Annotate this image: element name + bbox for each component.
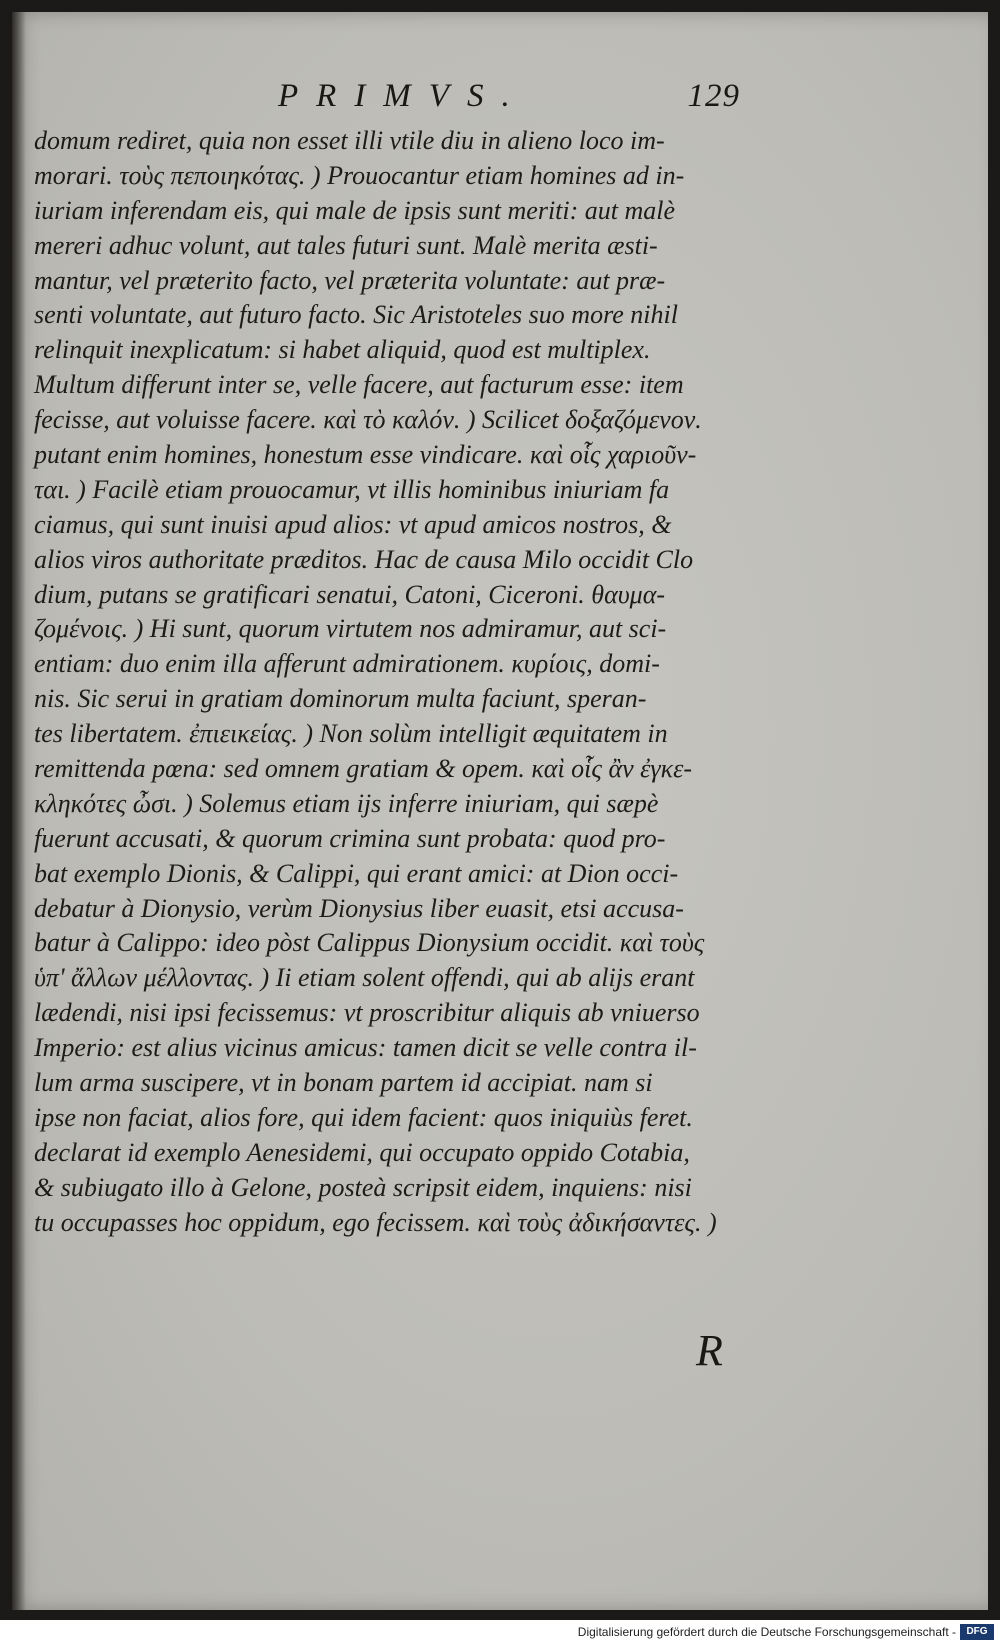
text-line: κληκότες ὦσι. ) Solemus etiam ijs inferre iniuriam, qui sæpè xyxy=(34,788,659,818)
dfg-logo-icon: DFG xyxy=(960,1624,994,1640)
text-line: alios viros authoritate præditos. Hac de causa Milo occidit Clo xyxy=(34,544,694,574)
text-line: debatur à Dionysio, verùm Dionysius liber euasit, etsi accusa- xyxy=(34,893,684,923)
text-line: iuriam inferendam eis, qui male de ipsis sunt meriti: aut malè xyxy=(34,195,676,225)
text-line: domum rediret, quia non esset illi vtile diu in alieno loco im- xyxy=(34,126,665,155)
running-title: PRIMVS. xyxy=(278,78,528,114)
text-line: senti voluntate, aut futuro facto. Sic Aristoteles suo more nihil xyxy=(34,300,678,330)
page-header xyxy=(270,78,740,128)
text-line: ζομένοις. ) Hi sunt, quorum virtutem nos admiramur, aut sci- xyxy=(34,614,667,644)
text-line: relinquit inexplicatum: si habet aliquid, quod est multiplex. xyxy=(34,335,651,365)
text-line: declarat id exemplo Aenesidemi, qui occupato oppido Cotabia, xyxy=(34,1137,690,1167)
text-line: Imperio: est alius vicinus amicus: tamen dicit se velle contra il- xyxy=(34,1033,697,1063)
text-line: ipse non faciat, alios fore, qui idem facient: quos iniquiùs feret. xyxy=(34,1102,693,1132)
text-line: nis. Sic serui in gratiam dominorum multa faciunt, speran- xyxy=(34,684,647,714)
text-line: lum arma suscipere, vt in bonam partem id accipiat. nam si xyxy=(34,1068,653,1098)
text-line: ciamus, qui sunt inuisi apud alios: vt apud amicos nostros, & xyxy=(34,509,672,539)
text-line: morari. τοὺς πεποιηκότας. ) Prouocantur etiam homines ad in- xyxy=(34,160,685,190)
body-text xyxy=(34,124,764,1241)
text-line: Multum differunt inter se, velle facere, aut facturum esse: item xyxy=(34,370,684,400)
text-line: bat exemplo Dionis, & Calippi, qui erant amici: at Dion occi- xyxy=(34,858,679,888)
text-line: putant enim homines, honestum esse vindicare. καὶ οἷς χαριοῦν- xyxy=(34,440,697,470)
text-line: batur à Calippo: ideo pòst Calippus Dionysium occidit. καὶ τοὺς xyxy=(34,928,705,958)
text-line: ται. ) Facilè etiam prouocamur, vt illis hominibus iniuriam fa xyxy=(34,474,670,504)
text-line: fecisse, aut voluisse facere. καὶ τὸ καλόν. ) Scilicet δοξαζόμενον. xyxy=(34,405,702,435)
text-line: mantur, vel præterito facto, vel præterita voluntate: aut præ- xyxy=(34,265,666,295)
page-number: 129 xyxy=(687,78,740,114)
text-line: ὑπ' ἄλλων μέλλοντας. ) Ii etiam solent offendi, qui ab alijs erant xyxy=(34,963,695,993)
text-line: remittenda pœna: sed omnem gratiam & opem. καὶ οἷς ἂν ἐγκε- xyxy=(34,754,692,784)
text-line: dium, putans se gratificari senatui, Catoni, Ciceroni. θαυμα- xyxy=(34,579,666,609)
funding-notice: Digitalisierung gefördert durch die Deutsche Forschungsgemeinschaft - xyxy=(577,1625,956,1639)
page-spine-shadow xyxy=(12,12,26,1610)
catchword: R xyxy=(696,1326,723,1375)
text-line: lædendi, nisi ipsi fecissemus: vt proscribitur aliquis ab vniuerso xyxy=(34,998,700,1028)
digitization-footer xyxy=(0,1620,1000,1645)
text-line: mereri adhuc volunt, aut tales futuri sunt. Malè merita æsti- xyxy=(34,230,658,260)
text-line: tu occupasses hoc oppidum, ego fecissem. καὶ τοὺς ἀδικήσαντες. ) xyxy=(34,1207,717,1237)
text-line: tes libertatem. ἐπιεικείας. ) Non solùm intelligit æquitatem in xyxy=(34,719,668,749)
text-line: entiam: duo enim illa afferunt admirationem. κυρίοις, domi- xyxy=(34,649,660,679)
text-line: fuerunt accusati, & quorum crimina sunt probata: quod pro- xyxy=(34,823,666,853)
text-line: & subiugato illo à Gelone, posteà scripsit eidem, inquiens: nisi xyxy=(34,1172,692,1202)
